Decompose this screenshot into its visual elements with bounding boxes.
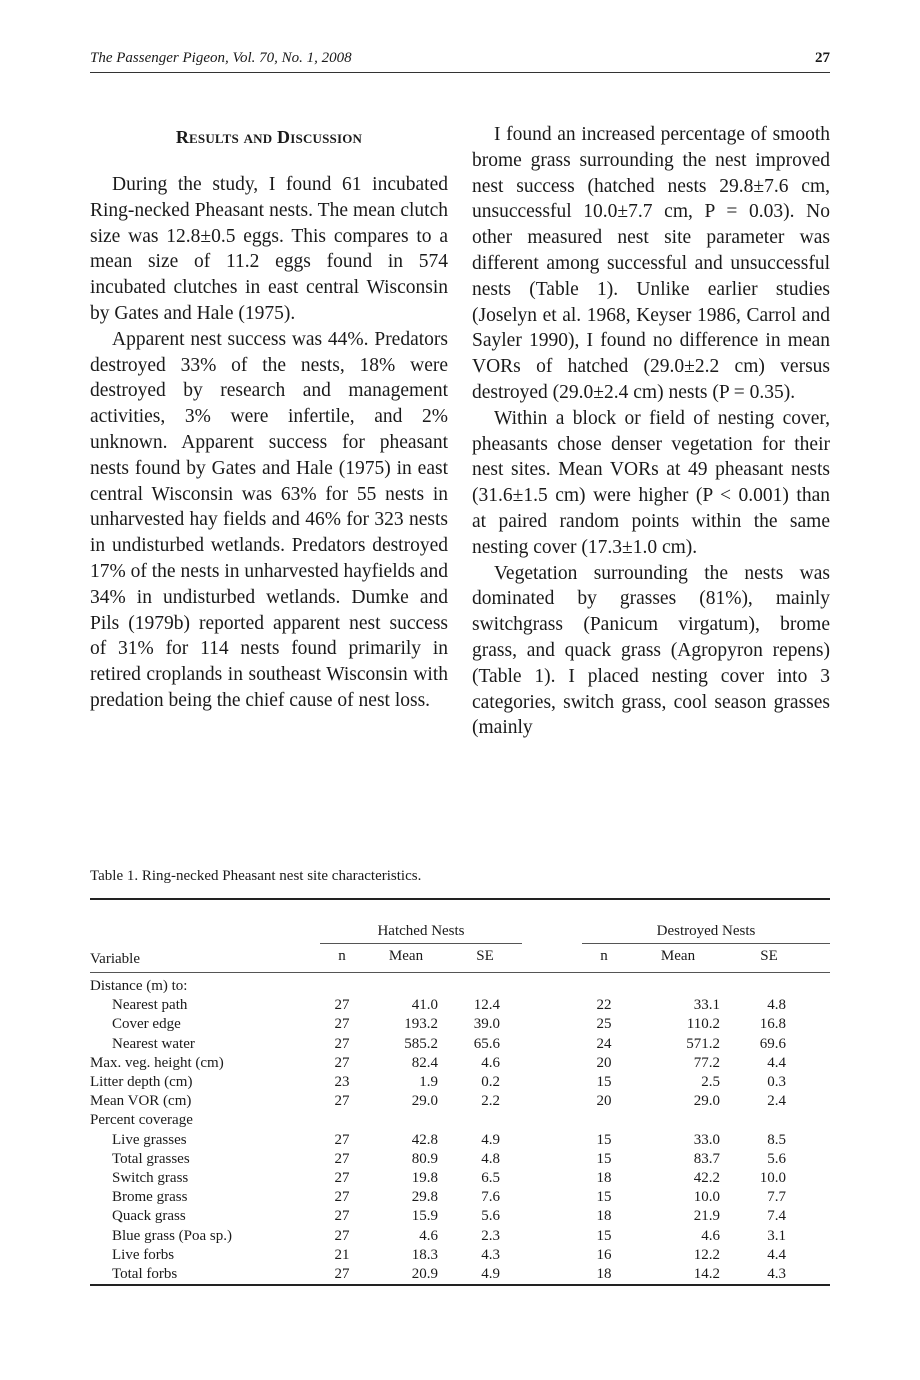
col-n-destroyed: n	[582, 944, 626, 973]
paragraph: During the study, I found 61 incubated Ring-necked Pheasant nests. The mean clutch size was 12.8±0.5 eggs. This compares to a mean size of 11.2 eggs found in 574 incubated clutches in east central Wisconsin by Gates and Hale (1975).	[90, 174, 448, 324]
spacer-cell	[522, 1111, 582, 1130]
cell-n-destroyed: 20	[596, 1054, 612, 1071]
spacer-cell	[522, 1092, 582, 1111]
cell-n-destroyed	[582, 972, 626, 996]
cell-se-destroyed: 4.8	[767, 997, 786, 1014]
cell-mean-hatched: 42.8	[411, 1131, 438, 1148]
cell-n-destroyed	[582, 1111, 626, 1130]
cell-se-destroyed: 0.3	[767, 1073, 786, 1090]
spacer-cell	[808, 1265, 830, 1285]
row-label: Switch grass	[112, 1169, 189, 1186]
cell-n-destroyed: 15	[596, 1131, 612, 1148]
section-title: Results and Discussion	[175, 127, 363, 147]
spacer-cell	[522, 1035, 582, 1054]
cell-se-destroyed: 2.4	[767, 1093, 786, 1110]
cell-n-hatched: 27	[334, 1054, 350, 1071]
cell-mean-hatched: 18.3	[411, 1246, 438, 1263]
cell-mean-destroyed: 4.6	[701, 1227, 720, 1244]
cell-n-hatched: 27	[334, 1150, 350, 1167]
cell-mean-destroyed: 33.0	[693, 1131, 720, 1148]
cell-mean-hatched	[364, 1111, 448, 1130]
spacer-cell	[808, 1246, 830, 1265]
cell-n-destroyed: 15	[596, 1189, 612, 1206]
spacer-cell	[522, 1150, 582, 1169]
cell-se-destroyed: 7.7	[767, 1189, 786, 1206]
cell-n-hatched: 27	[334, 1035, 350, 1052]
col-mean-destroyed: Mean	[626, 944, 730, 973]
cell-se-destroyed: 69.6	[759, 1035, 786, 1052]
left-column	[90, 122, 448, 714]
cell-n-hatched	[320, 972, 364, 996]
spacer-cell	[808, 1015, 830, 1034]
row-label: Nearest path	[112, 997, 188, 1014]
cell-mean-hatched: 82.4	[411, 1054, 438, 1071]
running-head	[90, 48, 830, 73]
spacer-cell	[808, 1169, 830, 1188]
cell-se-destroyed: 16.8	[759, 1016, 786, 1033]
table-row	[90, 972, 830, 996]
cell-se-destroyed: 8.5	[767, 1131, 786, 1148]
spacer-cell	[522, 1227, 582, 1246]
cell-n-hatched	[320, 1111, 364, 1130]
cell-se-hatched: 7.6	[481, 1189, 500, 1206]
spacer-cell	[522, 1169, 582, 1188]
cell-n-hatched: 27	[334, 1093, 350, 1110]
table-row	[90, 1265, 830, 1285]
cell-mean-hatched	[364, 972, 448, 996]
cell-mean-destroyed: 21.9	[693, 1208, 720, 1225]
spacer-cell	[808, 1188, 830, 1207]
cell-se-hatched: 65.6	[473, 1035, 500, 1052]
table-row	[90, 1015, 830, 1034]
cell-se-hatched: 4.3	[481, 1246, 500, 1263]
cell-se-destroyed: 4.3	[767, 1265, 786, 1282]
table-row	[90, 1150, 830, 1169]
data-table	[90, 898, 830, 1286]
cell-se-destroyed: 5.6	[767, 1150, 786, 1167]
paragraph: I found an increased percentage of smooth brome grass surrounding the nest improved nest success (hatched nests 29.8±7.6 cm, unsuccessful 10.0±7.7 cm, P = 0.03). No other measured nest site parameter was different among successful and unsuccessful nests (Table 1). Unlike earlier studies (Joselyn et al. 1968, Keyser 1986, Carrol and Sayler 1990), I found no difference in mean VORs of hatched (29.0±2.2 cm) versus destroyed (29.0±2.4 cm) nests (P = 0.35).	[472, 124, 830, 403]
table-row	[90, 996, 830, 1015]
cell-se-destroyed: 4.4	[767, 1054, 786, 1071]
spacer-cell	[808, 1207, 830, 1226]
cell-mean-destroyed	[626, 972, 730, 996]
cell-se-hatched: 12.4	[473, 997, 500, 1014]
table-row	[90, 1246, 830, 1265]
spacer-cell	[808, 1035, 830, 1054]
col-mean-hatched: Mean	[364, 944, 448, 973]
cell-n-hatched: 21	[334, 1246, 350, 1263]
cell-n-destroyed: 16	[596, 1246, 612, 1263]
cell-n-destroyed: 15	[596, 1073, 612, 1090]
cell-mean-hatched: 41.0	[411, 997, 438, 1014]
cell-se-hatched	[448, 1111, 522, 1130]
page-number: 27	[815, 50, 830, 66]
spacer-cell	[522, 1015, 582, 1034]
cell-se-destroyed	[730, 1111, 808, 1130]
spacer-cell	[808, 1092, 830, 1111]
cell-se-hatched: 4.9	[481, 1131, 500, 1148]
table-row	[90, 1227, 830, 1246]
table-row	[90, 1035, 830, 1054]
row-label: Max. veg. height (cm)	[90, 1054, 224, 1071]
row-label: Nearest water	[112, 1035, 195, 1052]
cell-mean-destroyed: 33.1	[693, 997, 720, 1014]
row-label: Live grasses	[112, 1131, 187, 1148]
cell-n-hatched: 27	[334, 1169, 350, 1186]
cell-mean-destroyed	[626, 1111, 730, 1130]
paragraph: Apparent nest success was 44%. Predators destroyed 33% of the nests, 18% were destroyed by research and management activities, 3% were infertile, and 2% unknown. Apparent success for pheasant nests found by Gates and Hale (1975) in east central Wisconsin was 63% for 55 nests in unharvested hay fields and 46% for 323 nests in undisturbed wetlands. Predators destroyed 17% of the nests in unharvested hayfields and 34% in undisturbed wetlands. Dumke and Pils (1979b) reported apparent nest success of 31% for 114 nests found primarily in retired croplands in southeast Wisconsin with predation being the chief cause of nest loss.	[90, 328, 448, 711]
cell-n-hatched: 27	[334, 997, 350, 1014]
row-label: Brome grass	[112, 1189, 188, 1206]
cell-mean-destroyed: 110.2	[686, 1016, 720, 1033]
cell-mean-destroyed: 29.0	[693, 1093, 720, 1110]
group-destroyed: Destroyed Nests	[582, 922, 830, 944]
spacer-cell	[808, 1131, 830, 1150]
cell-mean-destroyed: 571.2	[686, 1035, 720, 1052]
spacer-cell	[522, 1246, 582, 1265]
group-hatched: Hatched Nests	[320, 922, 522, 944]
cell-se-destroyed: 7.4	[767, 1208, 786, 1225]
row-label: Percent coverage	[90, 1112, 193, 1129]
cell-n-destroyed: 15	[596, 1227, 612, 1244]
col-se-hatched: SE	[448, 944, 522, 973]
cell-n-destroyed: 20	[596, 1093, 612, 1110]
table-group-header	[90, 922, 830, 944]
cell-mean-hatched: 20.9	[411, 1265, 438, 1282]
cell-mean-hatched: 4.6	[419, 1227, 438, 1244]
cell-mean-hatched: 193.2	[404, 1016, 438, 1033]
cell-n-hatched: 27	[334, 1016, 350, 1033]
spacer-cell	[808, 1150, 830, 1169]
cell-se-hatched: 4.8	[481, 1150, 500, 1167]
cell-se-destroyed: 4.4	[767, 1246, 786, 1263]
spacer-cell	[522, 1207, 582, 1226]
spacer-cell	[522, 996, 582, 1015]
table-row	[90, 1131, 830, 1150]
cell-n-destroyed: 18	[596, 1169, 612, 1186]
cell-se-destroyed	[730, 972, 808, 996]
spacer-cell	[808, 996, 830, 1015]
cell-se-hatched	[448, 972, 522, 996]
table-column-header	[90, 944, 830, 973]
spacer-cell	[808, 1054, 830, 1073]
row-label: Quack grass	[112, 1208, 186, 1225]
cell-mean-destroyed: 42.2	[693, 1169, 720, 1186]
cell-mean-hatched: 15.9	[411, 1208, 438, 1225]
cell-n-destroyed: 22	[596, 997, 612, 1014]
paragraph: Within a block or field of nesting cover, pheasants chose denser vegetation for their nest sites. Mean VORs at 49 pheasant nests (31.6±1.5 cm) were higher (P < 0.001) than at paired random points within the same nesting cover (17.3±1.0 cm).	[472, 407, 830, 558]
cell-mean-hatched: 80.9	[411, 1150, 438, 1167]
spacer-cell	[522, 972, 582, 996]
cell-n-destroyed: 18	[596, 1265, 612, 1282]
table-row	[90, 1169, 830, 1188]
cell-se-hatched: 0.2	[481, 1073, 500, 1090]
journal-citation: The Passenger Pigeon, Vol. 70, No. 1, 2008	[90, 50, 352, 66]
cell-se-hatched: 2.2	[481, 1093, 500, 1110]
table-row	[90, 1092, 830, 1111]
cell-n-destroyed: 24	[596, 1035, 612, 1052]
row-label: Total grasses	[112, 1150, 190, 1167]
spacer-cell	[808, 1073, 830, 1092]
cell-mean-hatched: 585.2	[404, 1035, 438, 1052]
cell-mean-destroyed: 10.0	[693, 1189, 720, 1206]
cell-se-hatched: 2.3	[481, 1227, 500, 1244]
cell-mean-hatched: 1.9	[419, 1073, 438, 1090]
cell-se-hatched: 6.5	[481, 1169, 500, 1186]
cell-mean-destroyed: 2.5	[701, 1073, 720, 1090]
cell-se-destroyed: 3.1	[767, 1227, 786, 1244]
row-label: Total forbs	[112, 1265, 178, 1282]
cell-mean-destroyed: 12.2	[693, 1246, 720, 1263]
row-label: Cover edge	[112, 1016, 181, 1033]
row-label: Live forbs	[112, 1246, 175, 1263]
table-top-rule	[90, 899, 830, 922]
row-label: Litter depth (cm)	[90, 1073, 193, 1090]
spacer-cell	[522, 1188, 582, 1207]
cell-n-hatched: 27	[334, 1131, 350, 1148]
spacer-cell	[808, 1227, 830, 1246]
row-label: Mean VOR (cm)	[90, 1093, 192, 1110]
cell-n-hatched: 27	[334, 1208, 350, 1225]
cell-mean-destroyed: 14.2	[693, 1265, 720, 1282]
col-se-destroyed: SE	[730, 944, 808, 973]
cell-se-hatched: 39.0	[473, 1016, 500, 1033]
row-label: Blue grass (Poa sp.)	[112, 1227, 232, 1244]
cell-se-hatched: 4.9	[481, 1265, 500, 1282]
table-row	[90, 1188, 830, 1207]
cell-n-destroyed: 25	[596, 1016, 612, 1033]
spacer-cell	[522, 1073, 582, 1092]
right-column	[472, 122, 830, 741]
cell-mean-hatched: 29.0	[411, 1093, 438, 1110]
cell-n-destroyed: 18	[596, 1208, 612, 1225]
table-row	[90, 1111, 830, 1130]
cell-mean-destroyed: 77.2	[693, 1054, 720, 1071]
cell-se-hatched: 5.6	[481, 1208, 500, 1225]
spacer-cell	[522, 1265, 582, 1285]
spacer-cell	[522, 1131, 582, 1150]
table-row	[90, 1073, 830, 1092]
table-row	[90, 1207, 830, 1226]
cell-n-hatched: 27	[334, 1227, 350, 1244]
spacer-cell	[808, 972, 830, 996]
table-row	[90, 1054, 830, 1073]
row-label: Distance (m) to:	[90, 977, 188, 994]
cell-n-destroyed: 15	[596, 1150, 612, 1167]
cell-n-hatched: 27	[334, 1265, 350, 1282]
table-caption: Table 1. Ring-necked Pheasant nest site characteristics.	[90, 868, 422, 884]
spacer-cell	[522, 1054, 582, 1073]
cell-n-hatched: 27	[334, 1189, 350, 1206]
spacer-cell	[808, 1111, 830, 1130]
paragraph: Vegetation surrounding the nests was dominated by grasses (81%), mainly switchgrass (Panicum virgatum), brome grass, and quack grass (Agropyron repens) (Table 1). I placed nesting cover into 3 categories, switch grass, cool season grasses (mainly	[472, 562, 830, 739]
cell-mean-destroyed: 83.7	[693, 1150, 720, 1167]
cell-se-hatched: 4.6	[481, 1054, 500, 1071]
cell-mean-hatched: 29.8	[411, 1189, 438, 1206]
col-variable: Variable	[90, 944, 320, 973]
cell-n-hatched: 23	[334, 1073, 350, 1090]
cell-se-destroyed: 10.0	[759, 1169, 786, 1186]
cell-mean-hatched: 19.8	[411, 1169, 438, 1186]
col-n-hatched: n	[320, 944, 364, 973]
